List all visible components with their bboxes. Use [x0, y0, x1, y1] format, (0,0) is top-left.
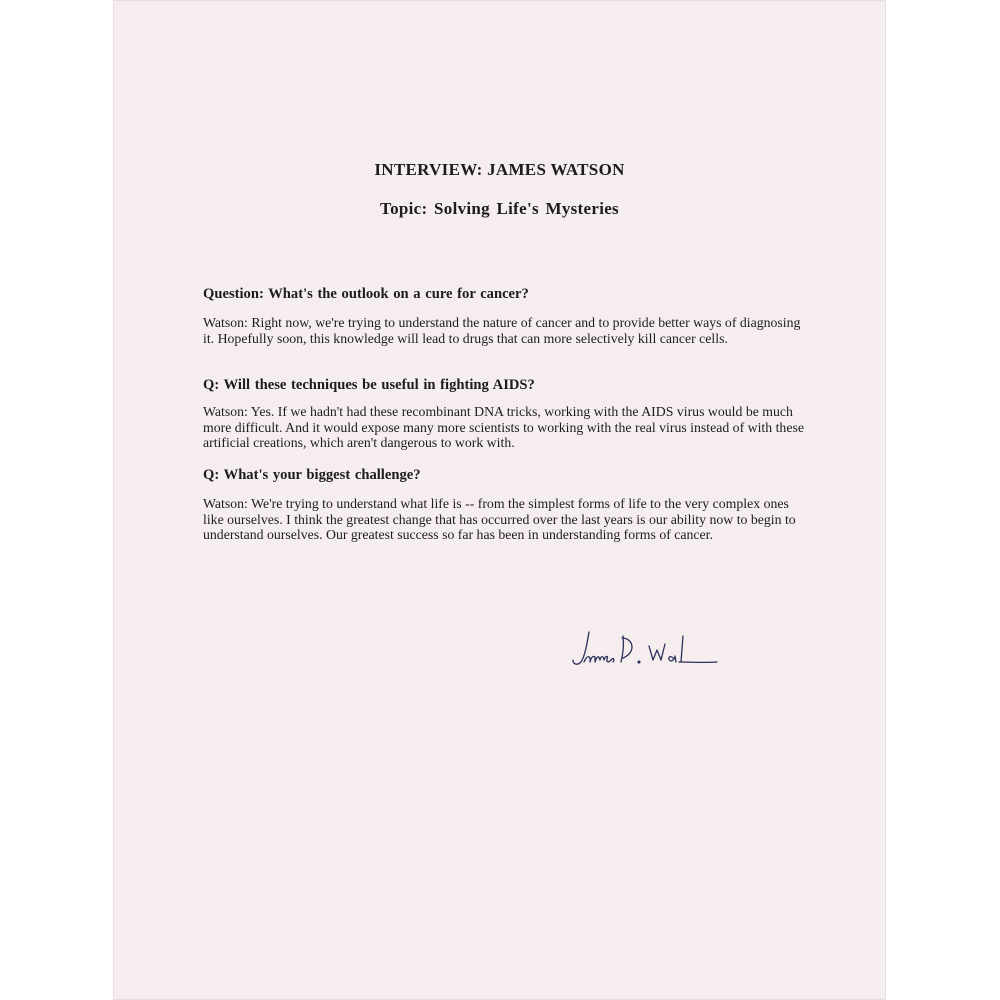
document-title: INTERVIEW: JAMES WATSON	[374, 160, 625, 179]
signature	[567, 622, 727, 682]
document-page	[113, 0, 886, 1000]
question-1: Question: What's the outlook on a cure for cancer?	[203, 286, 529, 302]
answer-1: Watson: Right now, we're trying to understand the nature of cancer and to provide better ways of diagnosing it. Hopefully soon, this knowledge will lead to drugs that can more selectively kill cancer cells.	[203, 315, 801, 346]
question-3: Q: What's your biggest challenge?	[203, 467, 421, 483]
document-subtitle: Topic: Solving Life's Mysteries	[380, 199, 619, 218]
question-2: Q: Will these techniques be useful in fighting AIDS?	[203, 377, 535, 393]
answer-3: Watson: We're trying to understand what life is -- from the simplest forms of life to the very complex ones like ourselves. I think the greatest change that has occurred over the last years is our ability now to begin to understand ourselves. Our greatest success so far has been in understanding forms of cancer.	[203, 496, 796, 543]
answer-2: Watson: Yes. If we hadn't had these recombinant DNA tricks, working with the AIDS virus would be much more difficult. And it would expose many more scientists to working with the real virus instead of with these artificial creations, which aren't dangerous to work with.	[203, 404, 804, 451]
